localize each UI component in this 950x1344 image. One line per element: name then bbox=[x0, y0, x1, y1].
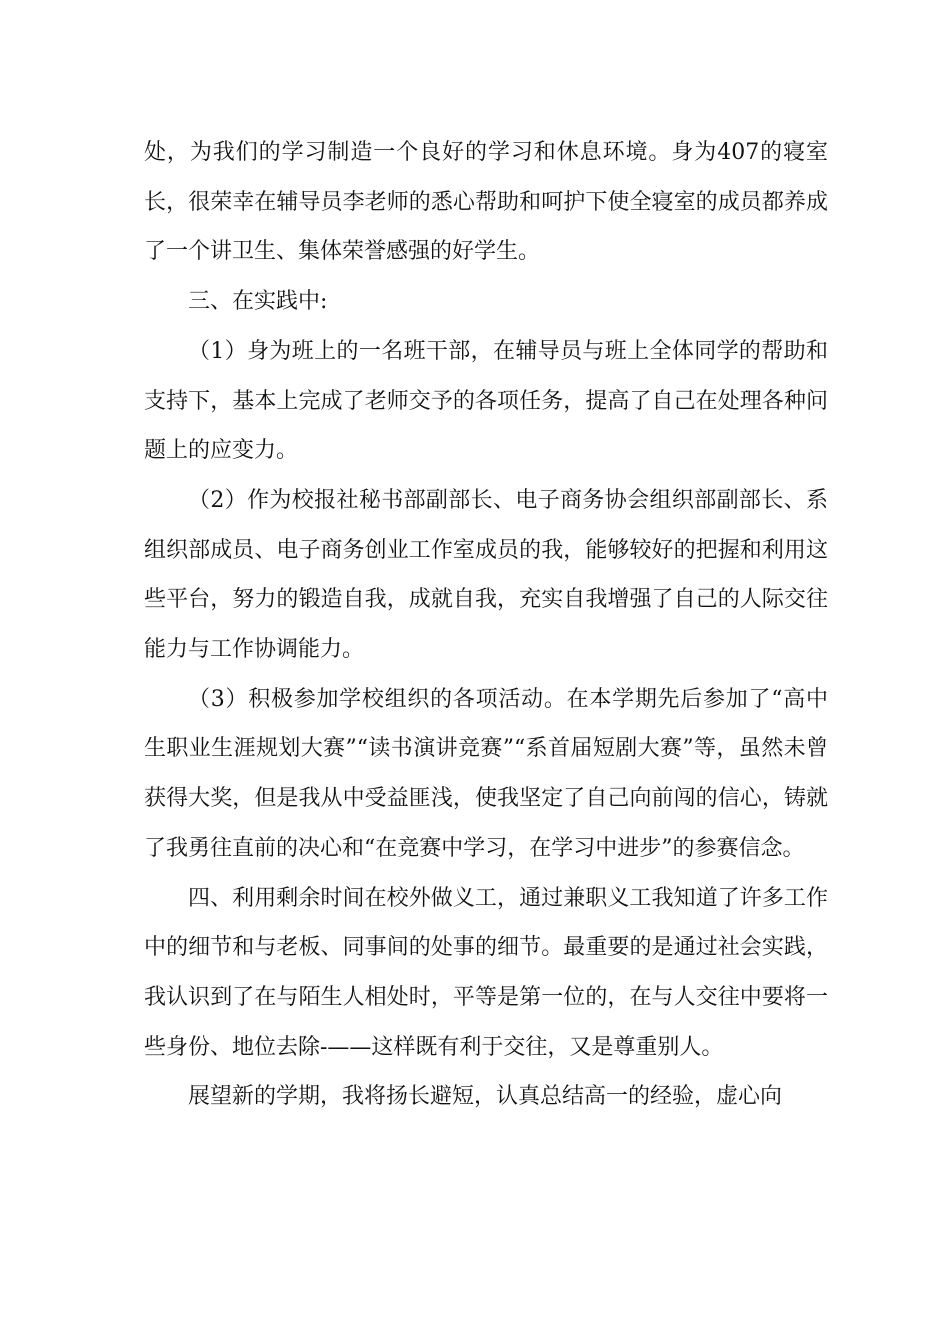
paragraph-outlook: 展望新的学期，我将扬长避短，认真总结高一的经验，虚心向 bbox=[188, 1084, 783, 1110]
paragraph-item-2: （2）作为校报社秘书部副部长、电子商务协会组织部副部长、系组织部成员、电子商务创业工作室成员的我，能够较好的把握和利用这些平台，努力的锻造自我，成就自我，充实自我增强了自己的人际交往能力与工作协调能力。 bbox=[144, 487, 828, 663]
paragraph-dormitory: 处，为我们的学习制造一个良好的学习和休息环境。身为407的寝室长，很荣幸在辅导员李老师的悉心帮助和呵护下使全寝室的成员都养成了一个讲卫生、集体荣誉感强的好学生。 bbox=[144, 140, 828, 265]
heading-in-practice: 三、在实践中: bbox=[188, 289, 328, 315]
paragraph-item-3: （3）积极参加学校组织的各项活动。在本学期先后参加了“高中生职业生涯规划大赛”“读书演讲竞赛”“系首届短剧大赛”等，虽然未曾获得大奖，但是我从中受益匪浅，使我坚定了自己向前闯的信心，铸就了我勇往直前的决心和“在竞赛中学习，在学习中进步”的参赛信念。 bbox=[144, 686, 828, 861]
document-body bbox=[144, 128, 828, 1122]
paragraph-volunteer: 四、利用剩余时间在校外做义工，通过兼职义工我知道了许多工作中的细节和与老板、同事间的处事的细节。最重要的是通过社会实践，我认识到了在与陌生人相处时，平等是第一位的，在与人交往中要将一些身份、地位去除-——这样既有利于交往，又是尊重别人。 bbox=[144, 885, 828, 1060]
paragraph-item-1: （1）身为班上的一名班干部，在辅导员与班上全体同学的帮助和支持下，基本上完成了老师交予的各项任务，提高了自己在处理各种问题上的应变力。 bbox=[144, 338, 828, 464]
